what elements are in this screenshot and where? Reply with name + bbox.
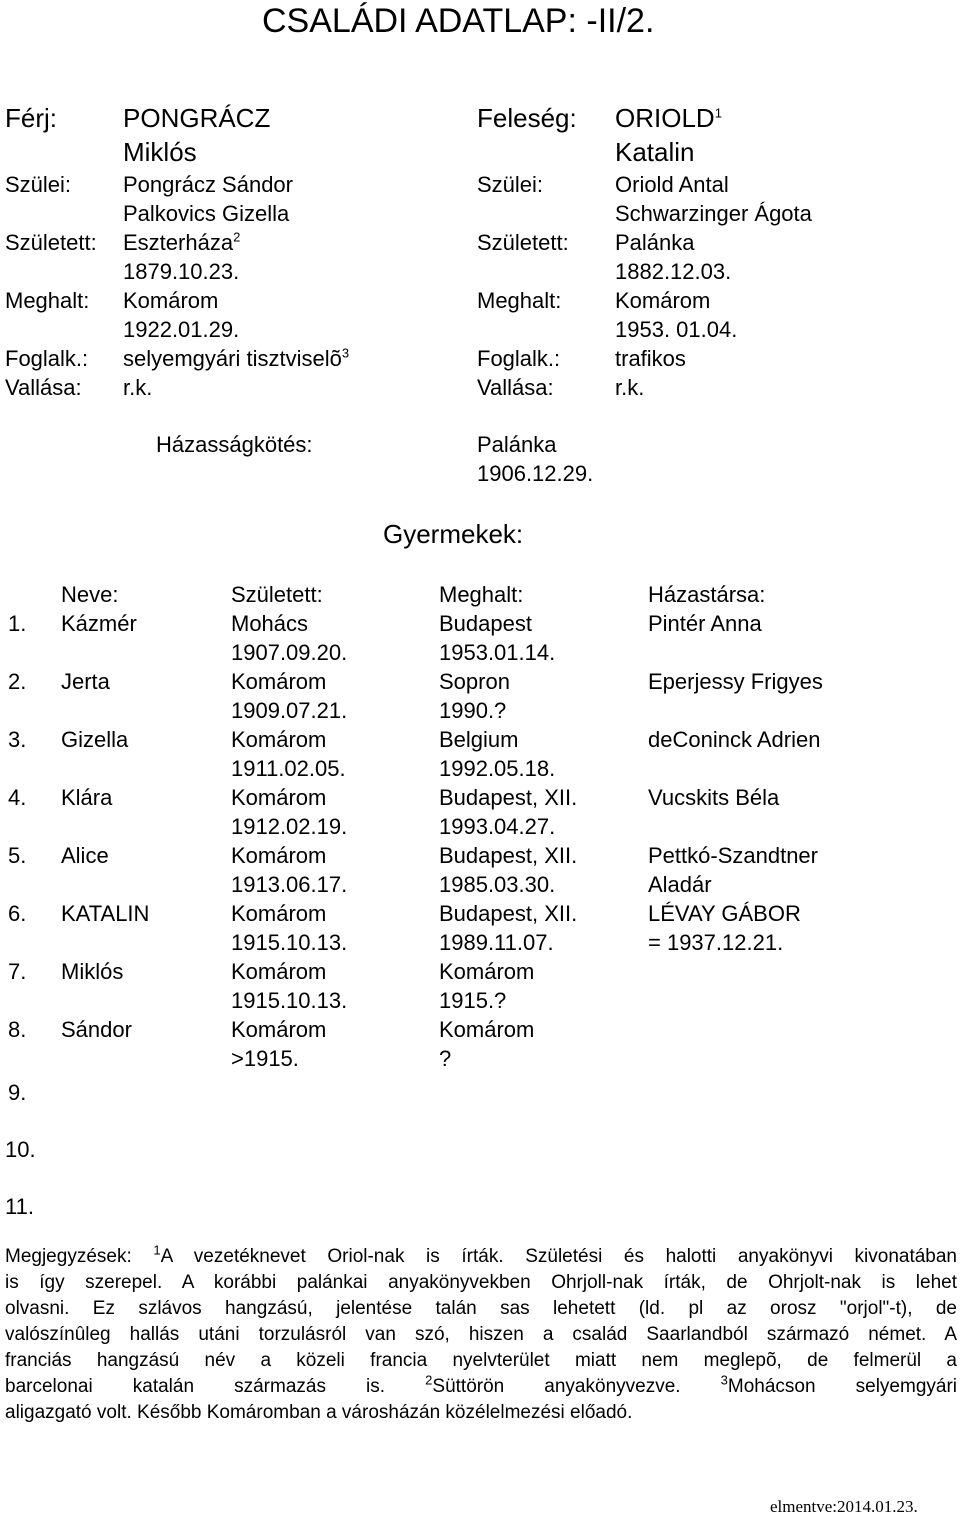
- footnote-mark: 1: [153, 1242, 161, 1258]
- husband-died-date: 1922.01.29.: [123, 317, 240, 342]
- child-name: Jerta: [61, 669, 110, 694]
- children-heading: Gyermekek:: [383, 519, 524, 549]
- footnote-mark: 3: [341, 345, 350, 361]
- child-number: 8.: [8, 1017, 27, 1042]
- child-spouse-extra: = 1937.12.21.: [648, 930, 784, 955]
- notes: [5, 1244, 957, 1426]
- wife-died-label: Meghalt:: [477, 288, 562, 313]
- child-name: Klára: [61, 785, 113, 810]
- child-number: 7.: [8, 959, 27, 984]
- child-died-place: Komárom: [439, 1017, 535, 1042]
- child-born-date: 1915.10.13.: [231, 988, 348, 1013]
- wife-born-label: Született:: [477, 230, 569, 255]
- husband-given-name: Miklós: [123, 137, 197, 167]
- notes-line: barcelonai katalán származás is. $^2$Süttörön anyakönyvezve. $^3$Mohácson selyemgyári: [5, 1372, 958, 1397]
- child-died-place: Belgium: [439, 727, 519, 752]
- child-spouse-extra: Aladár: [648, 872, 712, 897]
- child-born-place: Komárom: [231, 959, 327, 984]
- husband-born-label: Született:: [5, 230, 97, 255]
- child-died-date: ?: [439, 1046, 452, 1071]
- wife-surname: ORIOLD$^1$: [615, 103, 722, 133]
- notes-label: Megjegyzések:: [5, 1246, 132, 1267]
- husband-religion-label: Vallása:: [5, 375, 82, 400]
- child-born-date: >1915.: [231, 1046, 299, 1071]
- child-number: 4.: [8, 785, 27, 810]
- child-number: 3.: [8, 727, 27, 752]
- child-died-date: 1985.03.30.: [439, 872, 556, 897]
- child-born-date: 1913.06.17.: [231, 872, 348, 897]
- wife-given-name: Katalin: [615, 137, 695, 167]
- child-died-place: Sopron: [439, 669, 510, 694]
- footnote-mark: 2: [233, 229, 241, 245]
- wife-born-date: 1882.12.03.: [615, 259, 732, 284]
- child-died-date: 1992.05.18.: [439, 756, 556, 781]
- child-number: 11.: [5, 1194, 34, 1219]
- child-spouse: deConinck Adrien: [648, 727, 821, 752]
- husband-died-place: Komárom: [123, 288, 219, 313]
- child-born-place: Komárom: [231, 785, 327, 810]
- child-born-date: 1909.07.21.: [231, 698, 348, 723]
- husband-born-place: Eszterháza$^2$: [123, 229, 241, 255]
- child-spouse: Pettkó-Szandtner: [648, 843, 818, 868]
- child-name: Miklós: [61, 959, 124, 984]
- child-died-date: 1953.01.14.: [439, 640, 556, 665]
- col-header-name: Neve:: [61, 582, 119, 607]
- col-header-born: Született:: [231, 582, 323, 607]
- child-born-date: 1911.02.05.: [231, 756, 346, 781]
- child-born-date: 1912.02.19.: [231, 814, 348, 839]
- child-died-place: Komárom: [439, 959, 535, 984]
- child-number: 2.: [8, 669, 27, 694]
- child-spouse: Eperjessy Frigyes: [648, 669, 823, 694]
- child-died-date: 1993.04.27.: [439, 814, 556, 839]
- notes-line: [5, 1244, 957, 1270]
- child-died-place: Budapest, XII.: [439, 901, 578, 926]
- child-number: 1.: [8, 611, 27, 636]
- child-number: 10.: [5, 1137, 36, 1162]
- wife-died-date: 1953. 01.04.: [615, 317, 738, 342]
- col-header-died: Meghalt:: [439, 582, 524, 607]
- note-2-text: Süttörön anyakönyvezve.: [432, 1376, 681, 1397]
- marriage-label: Házasságkötés:: [156, 432, 313, 457]
- child-died-place: Budapest: [439, 611, 532, 636]
- child-name: Gizella: [61, 727, 129, 752]
- notes-line: is így szerepel. A korábbi palánkai anyakönyvekben Ohrjoll-nak írták, de Ohrjolt-nak is lehet: [5, 1272, 957, 1293]
- child-born-date: 1907.09.20.: [231, 640, 348, 665]
- child-died-place: Budapest, XII.: [439, 843, 578, 868]
- child-name: Kázmér: [61, 611, 137, 636]
- notes-line: aligazgató volt. Később Komáromban a városházán közélelmezési előadó.: [5, 1402, 633, 1423]
- marriage-date: 1906.12.29.: [477, 461, 594, 486]
- husband-surname: PONGRÁCZ: [123, 103, 271, 133]
- child-born-place: Komárom: [231, 843, 327, 868]
- wife-died-place: Komárom: [615, 288, 711, 313]
- wife-parents-label: Szülei:: [477, 172, 544, 197]
- wife-mother: Schwarzinger Ágota: [615, 201, 812, 226]
- husband-occupation: selyemgyári tisztviselõ$^3$: [123, 345, 350, 371]
- child-spouse: LÉVAY GÁBOR: [648, 901, 801, 926]
- wife-religion: r.k.: [615, 375, 645, 400]
- husband-occupation-label: Foglalk.:: [5, 346, 89, 371]
- husband-label: Férj:: [5, 103, 57, 133]
- child-born-place: Komárom: [231, 669, 327, 694]
- marriage-place: Palánka: [477, 432, 557, 457]
- wife-occupation-label: Foglalk.:: [477, 346, 561, 371]
- husband-born-date: 1879.10.23.: [123, 259, 240, 284]
- husband-mother: Palkovics Gizella: [123, 201, 290, 226]
- col-header-spouse: Házastársa:: [648, 582, 766, 607]
- child-born-date: 1915.10.13.: [231, 930, 348, 955]
- child-number: 9.: [8, 1080, 27, 1105]
- page-title: CSALÁDI ADATLAP: -II/2.: [262, 2, 655, 40]
- child-died-date: 1915.?: [439, 988, 507, 1013]
- notes-line: franciás hangzású név a közeli francia nyelvterület miatt nem meglepõ, de felmerül a: [5, 1350, 957, 1371]
- child-born-place: Komárom: [231, 1017, 327, 1042]
- child-died-place: Budapest, XII.: [439, 785, 578, 810]
- child-born-place: Komárom: [231, 901, 327, 926]
- child-name: KATALIN: [61, 901, 150, 926]
- saved-date: elmentve:2014.01.23.: [770, 1497, 918, 1516]
- child-number: 5.: [8, 843, 27, 868]
- child-born-place: Komárom: [231, 727, 327, 752]
- husband-religion: r.k.: [123, 375, 153, 400]
- husband-father: Pongrácz Sándor: [123, 172, 293, 197]
- wife-born-place: Palánka: [615, 230, 695, 255]
- husband-parents-label: Szülei:: [5, 172, 72, 197]
- child-name: Sándor: [61, 1017, 132, 1042]
- child-name: Alice: [61, 843, 109, 868]
- wife-label: Feleség:: [477, 103, 577, 133]
- child-spouse: Pintér Anna: [648, 611, 762, 636]
- footnote-mark: 1: [714, 105, 722, 121]
- note-1-text: A vezetéknevet Oriol-nak is írták. Születési és halotti anyakönyvi kivonatában: [160, 1246, 957, 1267]
- notes-line: olvasni. Ez szlávos hangzású, jelentése talán sas lehetett (ld. pl az orosz "orjol"-t), de: [5, 1298, 957, 1319]
- child-spouse: Vucskits Béla: [648, 785, 780, 810]
- child-died-date: 1990.?: [439, 698, 507, 723]
- footnote-mark: 3: [720, 1372, 728, 1388]
- husband-died-label: Meghalt:: [5, 288, 90, 313]
- child-born-place: Mohács: [231, 611, 309, 636]
- child-died-date: 1989.11.07.: [439, 930, 554, 955]
- wife-father: Oriold Antal: [615, 172, 729, 197]
- wife-religion-label: Vallása:: [477, 375, 554, 400]
- footnote-mark: 2: [425, 1372, 433, 1388]
- wife-occupation: trafikos: [615, 346, 686, 371]
- notes-line: valószínûleg hallás utáni torzulásról van szó, hiszen a család Saarlandból származó német. A: [5, 1324, 957, 1345]
- child-number: 6.: [8, 901, 27, 926]
- note-3-text: Mohácson selyemgyári: [727, 1376, 958, 1397]
